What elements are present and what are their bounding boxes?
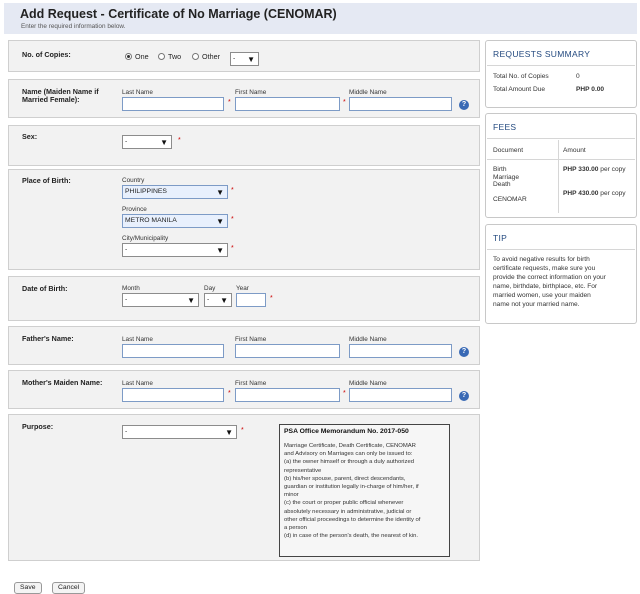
copies-other-value: - xyxy=(233,55,236,62)
mother-last-input[interactable] xyxy=(122,388,224,402)
sex-label: Sex: xyxy=(22,132,38,141)
father-first-input[interactable] xyxy=(235,344,340,358)
copies-option-one: One xyxy=(135,52,149,61)
name-section xyxy=(8,79,480,118)
save-button[interactable]: Save xyxy=(14,582,42,594)
purpose-value: - xyxy=(125,428,128,435)
page-subtitle: Enter the required information below. xyxy=(21,23,126,30)
father-section xyxy=(8,326,480,365)
summary-amount-value: PHP 0.00 xyxy=(576,86,605,93)
copies-option-two: Two xyxy=(168,52,182,61)
mother-first-label: First Name xyxy=(235,380,267,387)
help-icon[interactable]: ? xyxy=(459,391,469,401)
memo-title: PSA Office Memorandum No. 2017-050 xyxy=(284,428,409,435)
mother-middle-label: Middle Name xyxy=(349,380,387,387)
day-select[interactable] xyxy=(204,293,232,307)
father-first-label: First Name xyxy=(235,336,267,343)
requests-summary-panel xyxy=(485,40,637,108)
summary-amount-label: Total Amount Due xyxy=(493,86,546,93)
chevron-down-icon: ▼ xyxy=(187,296,195,305)
required-marker: * xyxy=(343,390,346,397)
province-select[interactable] xyxy=(122,214,228,228)
tip-body: To avoid negative results for birth certificate requests, make sure you provide the correct information on your name, birthdate, birthplace, etc. For married women, use your maiden name not your married name. xyxy=(493,256,606,308)
tip-title: TIP xyxy=(493,233,508,243)
tip-panel xyxy=(485,224,637,324)
city-select[interactable] xyxy=(122,243,228,257)
cancel-button[interactable]: Cancel xyxy=(52,582,85,594)
year-label: Year xyxy=(236,285,249,292)
birth-date-label: Date of Birth: xyxy=(22,284,68,293)
country-value: PHILIPPINES xyxy=(125,188,167,195)
copies-other-select[interactable] xyxy=(230,52,259,66)
chevron-down-icon: ▼ xyxy=(216,188,224,197)
birth-place-label: Place of Birth: xyxy=(22,176,71,185)
summary-title: REQUESTS SUMMARY xyxy=(493,49,591,59)
day-value: - xyxy=(207,296,210,303)
mother-label: Mother's Maiden Name: xyxy=(22,378,103,387)
copies-radio-one[interactable] xyxy=(125,53,132,60)
province-label: Province xyxy=(122,206,147,213)
name-last-input[interactable] xyxy=(122,97,224,111)
copies-label: No. of Copies: xyxy=(22,50,71,59)
sex-select[interactable] xyxy=(122,135,172,149)
mother-section xyxy=(8,370,480,409)
required-marker: * xyxy=(241,427,244,434)
memo-box xyxy=(279,424,450,557)
memo-body: Marriage Certificate, Death Certificate, CENOMAR and Advisory on Marriages can only be issued to: (a) the owner himself or through a duly authorized representative (b) his/her spouse, parent, direct descendants, guardian or institution legally in-charge of him/her, if minor (c) the court or proper public official whenever absolutely necessary in administrative, judicial or other official proceedings to determine the identity of a person (d) in case of the person's death, the nearest of kin. xyxy=(284,443,421,540)
name-middle-input[interactable] xyxy=(349,97,452,111)
birth-date-section xyxy=(8,276,480,321)
father-middle-label: Middle Name xyxy=(349,336,387,343)
fees-row1-docs: Birth Marriage Death xyxy=(493,166,520,188)
required-marker: * xyxy=(270,295,273,302)
birth-place-section xyxy=(8,169,480,270)
fees-panel xyxy=(485,113,637,218)
name-last-label: Last Name xyxy=(122,89,153,96)
name-first-input[interactable] xyxy=(235,97,340,111)
summary-copies-label: Total No. of Copies xyxy=(493,73,549,80)
city-value: - xyxy=(125,246,128,253)
fees-col-amount: Amount xyxy=(563,147,586,154)
page-header xyxy=(4,3,637,34)
chevron-down-icon: ▼ xyxy=(160,138,168,147)
name-first-label: First Name xyxy=(235,89,267,96)
father-middle-input[interactable] xyxy=(349,344,452,358)
month-select[interactable] xyxy=(122,293,199,307)
country-select[interactable] xyxy=(122,185,228,199)
month-label: Month xyxy=(122,285,140,292)
purpose-select[interactable] xyxy=(122,425,237,439)
mother-first-input[interactable] xyxy=(235,388,340,402)
required-marker: * xyxy=(231,187,234,194)
father-last-label: Last Name xyxy=(122,336,153,343)
help-icon[interactable]: ? xyxy=(459,347,469,357)
copies-radio-two[interactable] xyxy=(158,53,165,60)
sex-section xyxy=(8,125,480,166)
required-marker: * xyxy=(343,99,346,106)
page-title: Add Request - Certificate of No Marriage (CENOMAR) xyxy=(20,7,337,21)
province-value: METRO MANILA xyxy=(125,217,177,224)
chevron-down-icon: ▼ xyxy=(216,246,224,255)
country-label: Country xyxy=(122,177,145,184)
copies-section xyxy=(8,40,480,72)
chevron-down-icon: ▼ xyxy=(247,55,255,64)
fees-row1-amount: PHP 330.00 per copy xyxy=(563,166,626,173)
required-marker: * xyxy=(231,216,234,223)
fees-row2-doc: CENOMAR xyxy=(493,196,527,203)
chevron-down-icon: ▼ xyxy=(216,217,224,226)
mother-middle-input[interactable] xyxy=(349,388,452,402)
month-value: - xyxy=(125,296,128,303)
help-icon[interactable]: ? xyxy=(459,100,469,110)
father-last-input[interactable] xyxy=(122,344,224,358)
chevron-down-icon: ▼ xyxy=(225,428,233,437)
fees-col-document: Document xyxy=(493,147,524,154)
mother-last-label: Last Name xyxy=(122,380,153,387)
day-label: Day xyxy=(204,285,216,292)
copies-option-other: Other xyxy=(202,52,220,61)
required-marker: * xyxy=(228,99,231,106)
purpose-label: Purpose: xyxy=(22,422,54,431)
chevron-down-icon: ▼ xyxy=(220,296,228,305)
copies-radio-other[interactable] xyxy=(192,53,199,60)
summary-copies-value: 0 xyxy=(576,73,580,80)
sex-value: - xyxy=(125,138,128,145)
name-middle-label: Middle Name xyxy=(349,89,387,96)
city-label: City/Municipality xyxy=(122,235,169,242)
year-input[interactable] xyxy=(236,293,266,307)
required-marker: * xyxy=(178,137,181,144)
fees-title: FEES xyxy=(493,122,517,132)
required-marker: * xyxy=(231,245,234,252)
name-label: Name (Maiden Name if Married Female): xyxy=(22,87,99,104)
fees-row2-amount: PHP 430.00 per copy xyxy=(563,190,626,197)
required-marker: * xyxy=(228,390,231,397)
father-label: Father's Name: xyxy=(22,334,74,343)
